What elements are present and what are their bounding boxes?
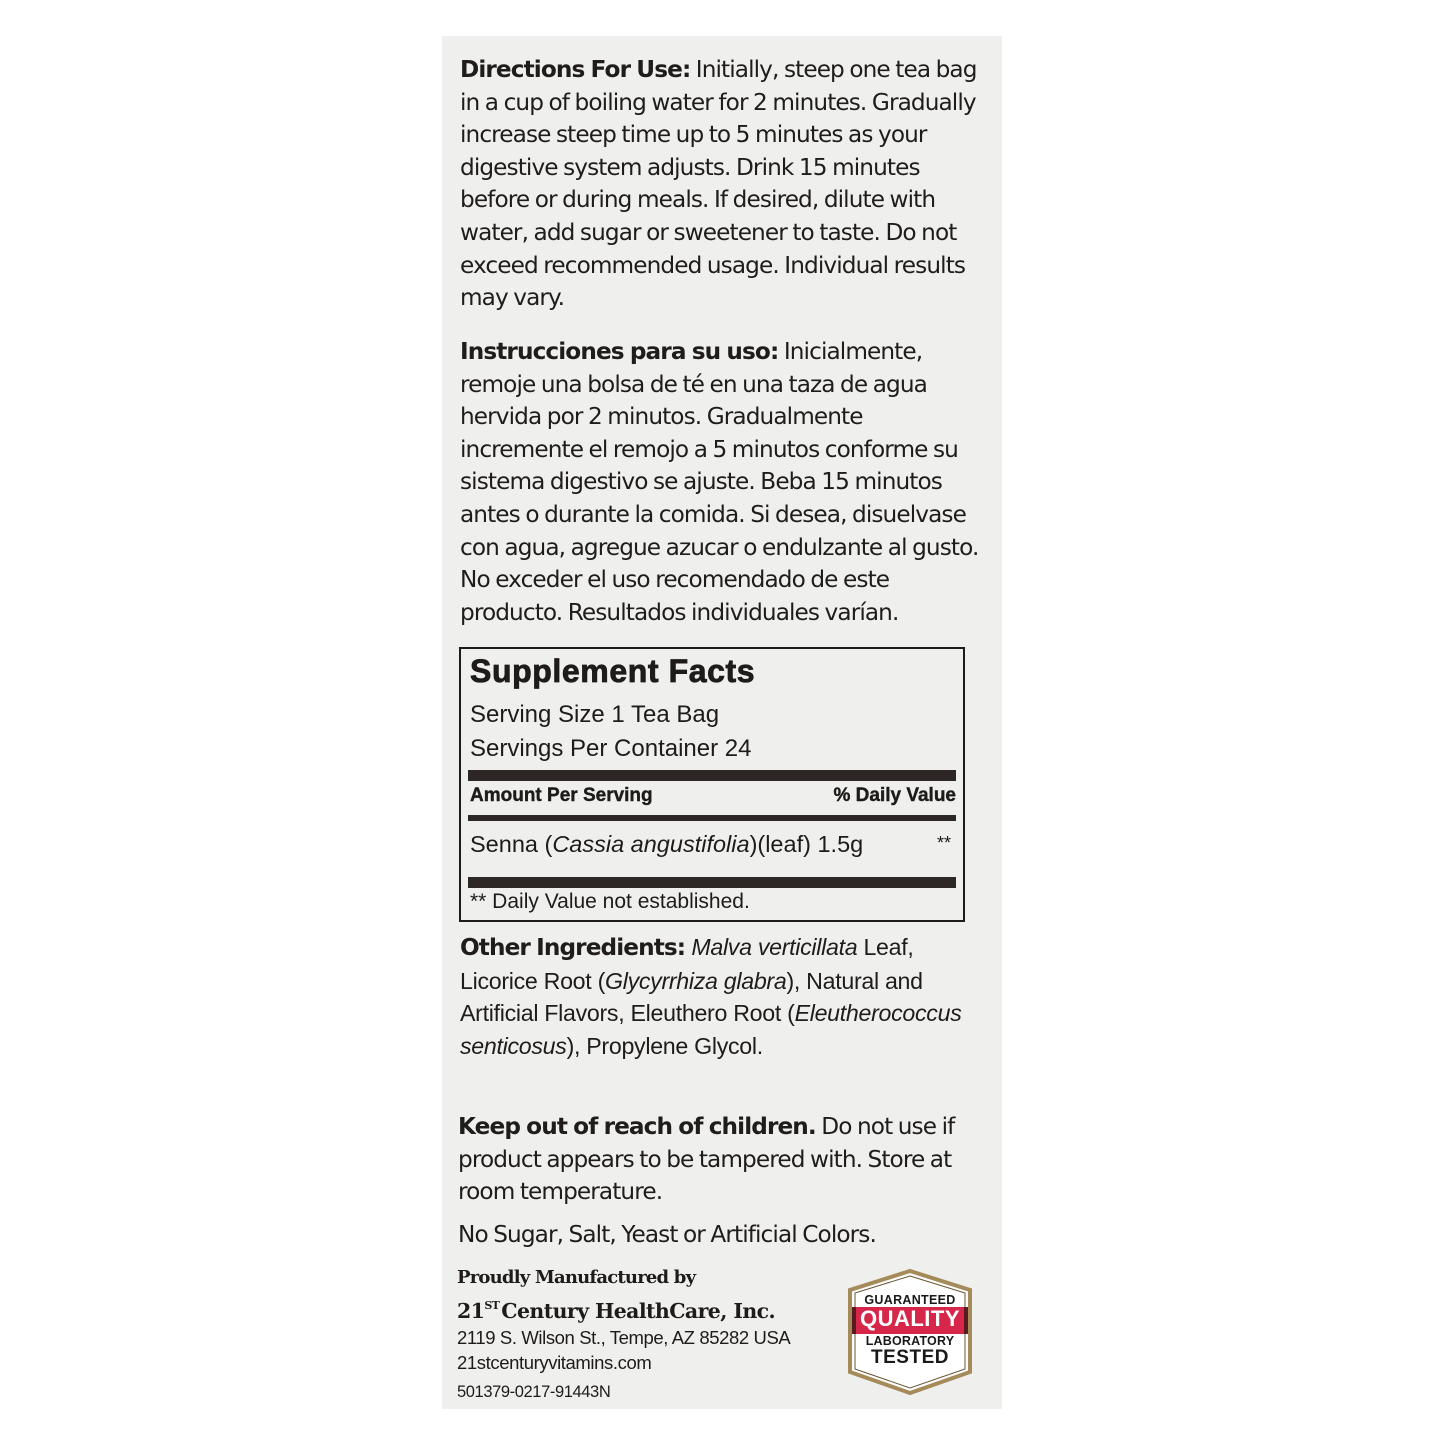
ingredient-amount: 1.5g [817, 831, 864, 857]
directions-section [460, 54, 980, 315]
warning-section [458, 1111, 978, 1209]
ingredient-latin-name: Cassia angustifolia [552, 831, 750, 857]
free-from-statement: No Sugar, Salt, Yeast or Artificial Colors. [458, 1221, 876, 1248]
warning-text: Do not use if product appears to be tampered with. Store at room temperature. [458, 1113, 955, 1206]
ingredient-text: Leaf, Licorice Root ( [460, 934, 914, 994]
badge-line-tested: TESTED [871, 1347, 949, 1368]
instrucciones-heading: Instrucciones para su uso: [460, 338, 779, 365]
serving-size: Serving Size 1 Tea Bag [470, 701, 720, 728]
facts-row-senna [470, 831, 951, 858]
facts-footnote: ** Daily Value not established. [470, 890, 750, 913]
ingredient-daily-value: ** [936, 833, 951, 853]
company-website: 21stcenturyvitamins.com [457, 1352, 652, 1373]
company-name [457, 1292, 790, 1325]
manufacturer-info [457, 1264, 790, 1402]
daily-value-header: % Daily Value [833, 785, 956, 806]
company-prefix: 21 [457, 1299, 485, 1323]
supplement-facts-title: Supplement Facts [470, 653, 756, 689]
supplement-facts-box [459, 647, 965, 922]
instrucciones-text: Inicialmente, remoje una bolsa de té en una taza de agua hervida por 2 minutos. Gradualmente incremente el remojo a 5 minutos conforme su sistema digestivo se ajuste. Beba 15 minutos antes o durante la comida. Si desea, disuelvase con agua, agregue azucar o endulzante al gusto. No exceder el uso recomendado de este producto. Resultados individuales varían. [460, 338, 979, 626]
quality-badge [845, 1268, 975, 1396]
latin-name: Eleutherococcus senticosus [460, 1000, 962, 1059]
instrucciones-section [460, 336, 980, 629]
warning-heading: Keep out of reach of children. [458, 1113, 816, 1140]
serving-info [470, 698, 751, 766]
directions-heading: Directions For Use: [460, 56, 691, 83]
manufactured-by-label: Proudly Manufactured by [457, 1267, 696, 1288]
other-ingredients-heading: Other Ingredients: [460, 934, 686, 961]
ingredient-part: )(leaf) [749, 831, 811, 857]
ingredient-name [470, 831, 863, 858]
thick-divider [468, 770, 956, 781]
product-label-panel [442, 36, 1002, 1409]
other-ingredients-section [460, 931, 980, 1062]
medium-divider [468, 815, 956, 821]
servings-per-container: Servings Per Container 24 [470, 735, 752, 762]
thick-divider-bottom [468, 877, 956, 888]
company-superscript: ST [484, 1299, 500, 1312]
amount-per-serving-header: Amount Per Serving [470, 785, 653, 806]
ingredient-text: ), Natural and Artificial Flavors, Eleuthero Root ( [460, 967, 923, 1027]
product-code: 501379-0217-91443N [457, 1383, 611, 1401]
ingredient-common-name: Senna ( [470, 831, 553, 857]
badge-line-guaranteed: GUARANTEED [864, 1293, 956, 1307]
facts-header-row [470, 785, 956, 807]
latin-name: Malva verticillata [691, 934, 858, 960]
directions-text: Initially, steep one tea bag in a cup of boiling water for 2 minutes. Gradually increase steep time up to 5 minutes as your digestive system adjusts. Drink 15 minutes before or during meals. If desired, dilute with water, add sugar or sweetener to taste. Do not exceed recommended usage. Individual results may vary. [460, 56, 977, 312]
company-address: 2119 S. Wilson St., Tempe, AZ 85282 USA [457, 1327, 791, 1348]
company-name-text: Century HealthCare, Inc. [501, 1299, 776, 1323]
ingredient-text: ), Propylene Glycol. [566, 1032, 763, 1059]
badge-line-laboratory: LABORATORY [865, 1334, 955, 1348]
badge-line-quality: QUALITY [859, 1306, 961, 1331]
hexagon-badge-icon [845, 1268, 975, 1396]
latin-name: Glycyrrhiza glabra [605, 967, 787, 994]
